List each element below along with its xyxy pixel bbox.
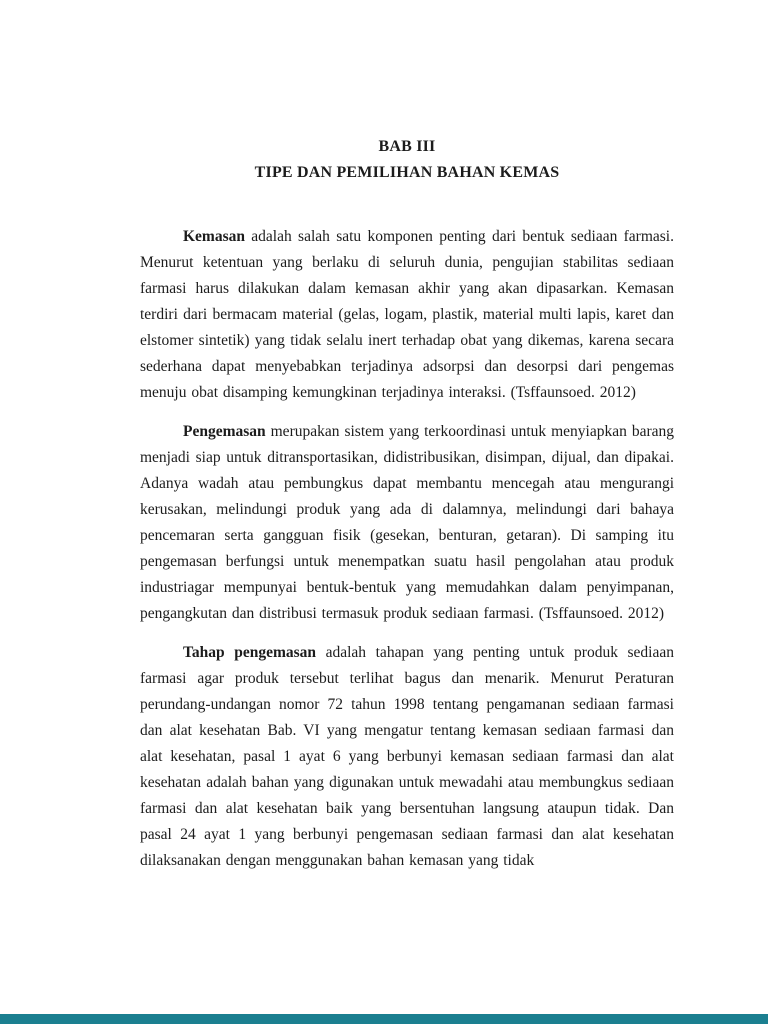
paragraph-pengemasan — [140, 419, 674, 627]
paragraph-pengemasan-text: merupakan sistem yang terkoordinasi untuk menyiapkan barang menjadi siap untuk ditransportasikan, didistribusikan, disimpan, dijual, dan dipakai. Adanya wadah atau pembungkus dapat membantu mencegah atau mengurangi kerusakan, melindungi produk yang ada di dalamnya, melindungi dari bahaya pencemaran serta gangguan fisik (gesekan, benturan, getaran). Di samping itu pengemasan berfungsi untuk menempatkan suatu hasil pengolahan atau produk industriagar mempunyai bentuk-bentuk yang memudahkan dalam penyimpanan, pengangkutan dan distribusi termasuk produk sediaan farmasi. (Tsffaunsoed. 2012) — [140, 423, 674, 622]
paragraph-tahap-pengemasan-lead: Tahap pengemasan — [183, 644, 317, 661]
paragraph-tahap-pengemasan — [140, 640, 674, 874]
page-content — [140, 134, 674, 887]
chapter-heading-block — [140, 134, 674, 186]
chapter-title: BAB III — [378, 138, 436, 155]
paragraph-kemasan-text: adalah salah satu komponen penting dari bentuk sediaan farmasi. Menurut ketentuan yang berlaku di seluruh dunia, pengujian stabilitas sediaan farmasi harus dilakukan dalam kemasan akhir yang akan dipasarkan. Kemasan terdiri dari bermacam material (gelas, logam, plastik, material multi lapis, karet dan elstomer sintetik) yang tidak selalu inert terhadap obat yang dikemas, karena secara sederhana dapat menyebabkan terjadinya adsorpsi dan desorpsi dari pengemas menuju obat disamping kemungkinan terjadinya interaksi. (Tsffaunsoed. 2012) — [140, 228, 674, 401]
paragraph-pengemasan-lead: Pengemasan — [183, 423, 266, 440]
paragraph-kemasan — [140, 224, 674, 406]
chapter-subtitle: TIPE DAN PEMILIHAN BAHAN KEMAS — [254, 164, 560, 181]
viewer-bottom-bar — [0, 1014, 768, 1024]
paragraph-tahap-pengemasan-text: adalah tahapan yang penting untuk produk sediaan farmasi agar produk tersebut terlihat bagus dan menarik. Menurut Peraturan perundang-undangan nomor 72 tahun 1998 tentang pengamanan sediaan farmasi dan alat kesehatan Bab. VI yang mengatur tentang kemasan sediaan farmasi dan alat kesehatan, pasal 1 ayat 6 yang berbunyi kemasan sediaan farmasi dan alat kesehatan adalah bahan yang digunakan untuk mewadahi atau membungkus sediaan farmasi dan alat kesehatan baik yang bersentuhan langsung ataupun tidak. Dan pasal 24 ayat 1 yang berbunyi pengemasan sediaan farmasi dan alat kesehatan dilaksanakan dengan menggunakan bahan kemasan yang tidak — [140, 644, 674, 869]
paragraph-kemasan-lead: Kemasan — [183, 228, 245, 245]
